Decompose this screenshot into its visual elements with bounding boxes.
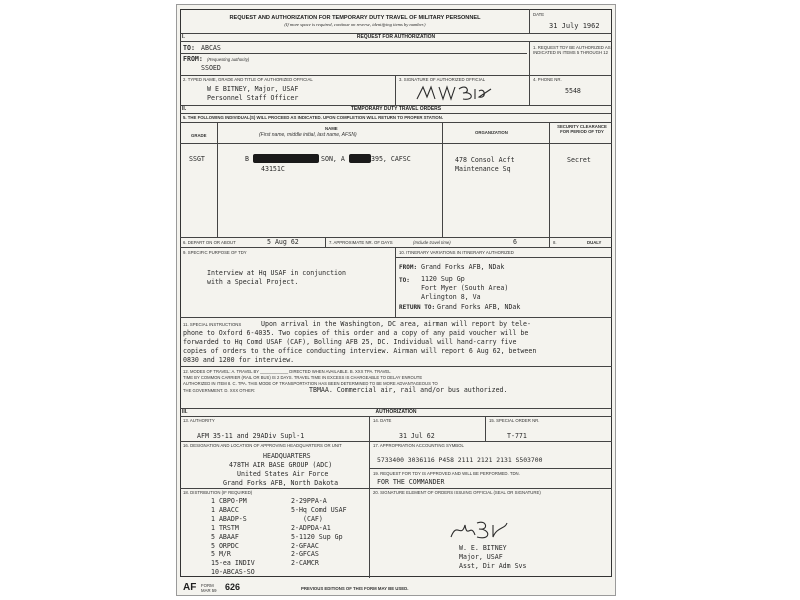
divider <box>395 75 396 105</box>
item11-line4: copies of orders to the office conducting interview. Airman will report 6 Aug 62, between <box>183 347 537 355</box>
divider <box>485 416 486 441</box>
section2-title: TEMPORARY DUTY TRAVEL ORDERS <box>350 106 442 112</box>
item16-line4: Grand Forks AFB, North Dakota <box>223 479 339 487</box>
item7-label: 7. APPROXIMATE NR. OF DAYS <box>329 240 393 245</box>
col-org: ORGANIZATION <box>475 130 508 135</box>
divider <box>529 75 530 105</box>
item9-line1: Interview at Hq USAF in conjunction <box>207 269 346 277</box>
item6-value: 5 Aug 62 <box>267 238 299 246</box>
item11-line2: phone to Oxford 6-4035. Two copies of this order and a copy of any paid voucher will be <box>183 329 529 337</box>
divider <box>180 53 527 54</box>
issuing-official-signature <box>447 517 511 543</box>
form-number: 626 <box>225 582 241 592</box>
divider <box>180 366 612 367</box>
list-item: 2-GFAAC <box>291 541 319 550</box>
divider <box>180 122 612 123</box>
item2-line2: Personnel Staff Officer <box>207 94 299 102</box>
divider <box>549 122 550 237</box>
list-item: 2-29PPA-A <box>291 497 327 505</box>
from-label: FROM: <box>183 55 203 63</box>
form-subtitle: (If more space is required, continue on reverse, identifying items by number.) <box>284 22 426 27</box>
divider <box>180 416 612 417</box>
item14-value: 31 Jul 62 <box>399 432 435 440</box>
list-item: 5-Hq Comd USAF <box>291 505 347 514</box>
item10-label: 10. ITINERARY VARIATIONS IN ITINERARY AUTHORIZED <box>399 250 514 255</box>
date-label: DATE <box>533 12 545 17</box>
item19-value: FOR THE COMMANDER <box>377 478 445 486</box>
return-to-value: Grand Forks AFB, NDak <box>437 303 521 311</box>
list-item: 2-CAMCR <box>291 559 319 568</box>
item2-line1: W E BITNEY, Major, USAF <box>207 85 299 93</box>
name-mid: SON, A <box>321 155 345 163</box>
list-item: 1 CBPO-PM <box>211 497 247 505</box>
item13-value: AFM 35-11 and 29ADiv Supl-1 <box>197 432 305 440</box>
item9-line2: with a Special Project. <box>207 278 299 286</box>
from-value: SSOED <box>201 64 221 72</box>
section2-bar <box>180 106 612 112</box>
divider <box>529 41 530 75</box>
divider <box>180 41 612 42</box>
section2-numeral: II. <box>182 106 187 112</box>
item2-label: 2. TYPED NAME, GRADE AND TITLE OF AUTHORIZED OFFICIAL <box>183 77 313 82</box>
form-month: MAR 59 <box>201 588 217 593</box>
item11-line1: Upon arrival in the Washington, DC area, airman will report by tele- <box>261 320 531 328</box>
item5-label: 5. THE FOLLOWING INDIVIDUAL(S) WILL PROCEED AS INDICATED. UPON COMPLETION WILL RETURN TO PROPER STATION. <box>183 115 444 120</box>
name-line2: 43151C <box>261 165 285 173</box>
divider <box>180 113 612 114</box>
divider <box>180 317 612 318</box>
divider <box>180 247 612 248</box>
list-item: 2-ADPDA-A1 <box>291 523 331 532</box>
divider <box>442 122 443 237</box>
org-line1: 478 Consol Acft <box>455 156 515 164</box>
divider <box>180 237 612 238</box>
item6-label: 6. DEPART ON OR ABOUT <box>183 240 236 245</box>
form-af-label: AF <box>183 582 197 593</box>
itinerary-from-label: FROM: <box>399 264 418 271</box>
item11-line3: forwarded to Hq Comd USAF (CAF), Bolling AFB 25, DC. Individual will hand-carry five <box>183 338 517 346</box>
list-item: (CAF) <box>303 514 323 523</box>
col-name-hint: (First name, middle initial, last name, AFSN) <box>259 132 357 138</box>
security-value: Secret <box>567 156 591 164</box>
item15-label: 15. SPECIAL ORDER NR. <box>489 418 540 423</box>
divider <box>549 237 550 247</box>
item12-line4: THE GOVERNMENT. D. XXX OTHER: <box>183 388 256 393</box>
list-item: 1 TRSTM <box>211 523 239 532</box>
divider <box>180 75 612 76</box>
list-item: 10-ABCAS-SO <box>211 568 255 577</box>
item12-line1: 12. MODES OF TRAVEL: A. TRAVEL BY ____________ DIRECTED WHEN AVAILABLE. B. XXX TPA. TRAVEL <box>183 369 391 374</box>
item12-line2: TIME BY COMMON CARRIER (RAIL OR BUS) IS 2 DAYS. TRAVEL TIME IN EXCESS IS CHARGEABLE TO DELAY ENROUTE <box>183 375 423 380</box>
itinerary-to-line1: 1120 Sup Gp <box>421 275 465 283</box>
form-small-label: FORM <box>201 583 214 588</box>
divider <box>180 143 612 144</box>
org-line2: Maintenance Sq <box>455 165 511 173</box>
item9-label: 9. SPECIFIC PURPOSE OF TDY <box>183 250 247 255</box>
col-name: NAME <box>325 126 338 131</box>
date-value: 31 July 1962 <box>549 22 600 30</box>
item15-value: T-771 <box>507 432 527 440</box>
divider <box>180 441 612 442</box>
itinerary-to-line3: Arlington 8, Va <box>421 293 481 301</box>
name-end: 395, CAFSC <box>371 155 411 163</box>
from-hint: (Requesting authority) <box>207 57 250 62</box>
divider <box>369 468 612 469</box>
list-item: 5 M/R <box>211 550 231 559</box>
item19-label: 19. REQUEST FOR TDY IS APPROVED AND WILL BE PERFORMED. TDN. <box>373 471 520 476</box>
item4-label: 4. PHONE NR. <box>533 77 562 82</box>
item12-other: TBMAA. Commercial air, rail and/or bus authorized. <box>309 386 508 394</box>
redaction-mark <box>253 154 319 163</box>
list-item: 15-ea INDIV <box>211 559 255 568</box>
divider <box>395 257 612 258</box>
to-label: TO: <box>183 44 195 52</box>
item16-line3: United States Air Force <box>237 470 329 478</box>
return-to-label: RETURN TO: <box>399 304 436 311</box>
item17-value: 5733400 3036116 P458 2111 2121 2131 S503700 <box>377 456 543 464</box>
item8-value: DUALY <box>587 240 602 245</box>
item16-line1: HEADQUARTERS <box>263 452 311 460</box>
item14-label: 14. DATE <box>373 418 392 423</box>
item11-label: 11. SPECIAL INSTRUCTIONS <box>183 322 242 327</box>
to-value: ABCAS <box>201 44 221 52</box>
distribution-list-left <box>211 497 291 577</box>
section3-title: AUTHORIZATION <box>375 409 417 415</box>
item3-label: 3. SIGNATURE OF AUTHORIZED OFFICIAL <box>399 77 486 82</box>
form-title: REQUEST AND AUTHORIZATION FOR TEMPORARY DUTY TRAVEL OF MILITARY PERSONNEL <box>229 15 481 21</box>
distribution-list-right <box>291 497 369 568</box>
item20-line2: Major, USAF <box>459 553 503 561</box>
list-item: 5 ABAAF <box>211 532 239 541</box>
item20-line1: W. E. BITNEY <box>459 544 507 552</box>
footer-notice: PREVIOUS EDITIONS OF THIS FORM MAY BE USED. <box>301 586 409 591</box>
list-item: 5-1120 Sup Gp <box>291 532 343 541</box>
grade-value: SSGT <box>189 155 205 163</box>
section3-numeral: III. <box>182 409 188 415</box>
item17-label: 17. APPROPRIATION ACCOUNTING SYMBOL <box>373 443 464 448</box>
col-grade: GRADE <box>191 133 207 138</box>
itinerary-to-label: TO: <box>399 277 410 284</box>
item16-line2: 478TH AIR BASE GROUP (ADC) <box>229 461 333 469</box>
section1-bar <box>180 34 612 40</box>
section1-title: REQUEST FOR AUTHORIZATION <box>356 34 436 40</box>
itinerary-from-value: Grand Forks AFB, NDak <box>421 263 505 271</box>
item7-value: 6 <box>513 238 517 246</box>
item4-value: 5548 <box>565 87 581 95</box>
divider <box>369 441 370 488</box>
item12-line3: AUTHORIZED IN ITEM 8. C. TPA. THIS MODE OF TRANSPORTATION HAS BEEN DETERMINED TO BE MORE ADVANTAGEOUS TO <box>183 381 438 386</box>
col-security: SECURITY CLEARANCE FOR PERIOD OF TDY <box>557 124 607 135</box>
divider <box>180 488 612 489</box>
item11-line5: 0830 and 1200 for interview. <box>183 356 295 364</box>
item16-label: 16. DESIGNATION AND LOCATION OF APPROVING HEADQUARTERS OR UNIT <box>183 443 342 448</box>
item18-label: 18. DISTRIBUTION (IF REQUIRED) <box>183 490 253 495</box>
item20-line3: Asst, Dir Adm Svs <box>459 562 527 570</box>
divider <box>217 122 218 237</box>
name-start: B <box>245 155 249 163</box>
divider <box>325 237 326 247</box>
list-item: 1 ABACC <box>211 505 239 514</box>
header-divider <box>529 9 530 33</box>
item1-label: 1. REQUEST TDY BE AUTHORIZED AS INDICATED IN ITEMS 5 THROUGH 12 <box>533 45 611 56</box>
divider <box>369 416 370 441</box>
item8-label: 8. <box>553 240 557 245</box>
item7-hint: (Include travel time) <box>413 240 451 245</box>
tdy-travel-form <box>176 4 616 596</box>
list-item: 2-GFCAS <box>291 550 319 559</box>
item13-label: 13. AUTHORITY <box>183 418 215 423</box>
redaction-mark <box>349 154 371 163</box>
itinerary-to-line2: Fort Myer (South Area) <box>421 284 509 292</box>
list-item: 5 ORPDC <box>211 541 239 550</box>
divider <box>369 488 370 578</box>
section1-numeral: I. <box>182 34 185 40</box>
authorized-official-signature <box>415 81 495 105</box>
section3-bar <box>180 409 612 415</box>
item20-label: 20. SIGNATURE ELEMENT OF ORDERS ISSUING OFFICIAL (SEAL OR SIGNATURE) <box>373 490 541 495</box>
list-item: 1 ABADP-S <box>211 514 247 523</box>
